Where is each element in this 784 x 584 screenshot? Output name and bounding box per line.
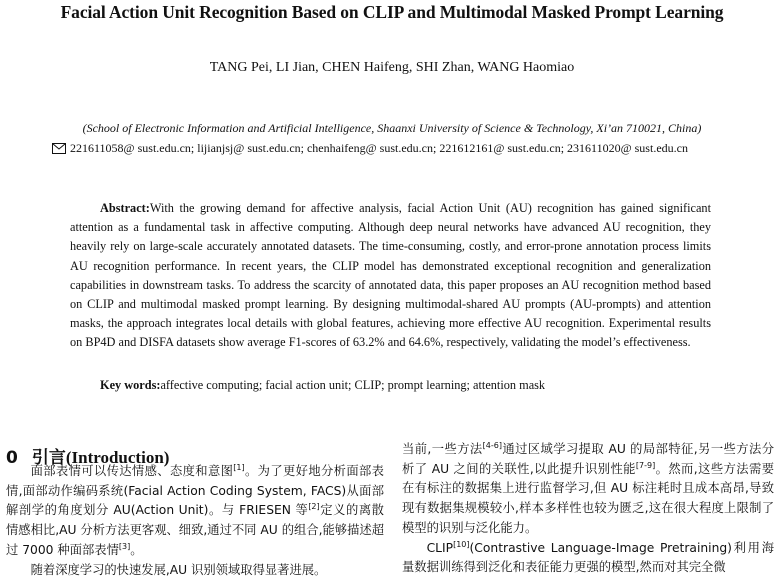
section-number: 0 [6, 448, 18, 468]
citation: [7-9] [635, 460, 656, 470]
abstract-text: With the growing demand for affective analysis, facial Action Unit (AU) recognition has gained significant attention as a fundamental task in affective computing. Although deep neural networks have advanced AU recognition, they heavily rely on large-scale accurately annotated datasets. The time-consuming, costly, and error-prone annotation process limits AU recognition performance. In recent years, the CLIP model has demonstrated exceptional recognition and generalization capabilities in downstream tasks. To address the scarcity of annotated data, this paper proposes an AU recognition method based on CLIP and multimodal masked prompt learning. By designing multimodal-shared AU prompts (AU-prompts) and attention masks, the approach integrates local details with global features, achieving more effective AU recognition. Experimental results on BP4D and DISFA datasets show average F1-scores of 63.2% and 64.6%, respectively, validating the model’s effectiveness. [70, 201, 711, 350]
email-line [52, 141, 752, 156]
right-paragraph-2: CLIP[10](Contrastive Language-Image Pretraining)利用海量数据训练得到泛化和表征能力更强的模型,然而对其完全微 [402, 539, 774, 575]
left-column [6, 462, 384, 580]
citation: [3] [118, 541, 131, 551]
citation: [1] [233, 462, 245, 472]
right-paragraph-1: 当前,一些方法[4-6]通过区域学习提取 AU 的局部特征,另一些方法分析了 AU 之间的关联性,以此提升识别性能[7-9]。然而,这些方法需要在有标注的数据集上进行监督学习,但 AU 标注耗时且成本高昂,导致现有数据集规模较小,样本多样性也较为匮乏,这在很大程度上限制了模型的识别与泛化能力。 [402, 440, 774, 535]
keywords-text: affective computing; facial action unit; CLIP; prompt learning; attention mask [160, 378, 546, 392]
section-title-cn: 引言 [31, 448, 66, 468]
email-addresses: 221611058@ sust.edu.cn; lijianjsj@ sust.edu.cn; chenhaifeng@ sust.edu.cn; 221612161@ sust.edu.cn; 231611020@ sust.edu.cn [70, 141, 688, 155]
left-paragraph-2: 随着深度学习的快速发展,AU 识别领域取得显著进展。 [30, 562, 327, 577]
citation: [10] [453, 539, 470, 549]
abstract [70, 199, 711, 353]
left-paragraph-1: 面部表情可以传达情感、态度和意图[1]。为了更好地分析面部表情,面部动作编码系统(Facial Action Coding System, FACS)从面部解剖学的角度划分 AU(Action Unit)。与 FRIESEN 等[2]定义的离散情感相比,AU 分析方法更客观、细致,通过不同 AU 的组合,能够描述超过 7000 种面部表情[3]。 [6, 462, 384, 557]
abstract-label: Abstract: [100, 201, 150, 215]
envelope-icon [52, 143, 66, 154]
author-list: TANG Pei, LI Jian, CHEN Haifeng, SHI Zhan, WANG Haomiao [209, 60, 575, 75]
right-column [402, 440, 774, 578]
citation: [4-6] [482, 440, 502, 450]
keywords [100, 376, 720, 394]
affiliation: (School of Electronic Information and Artificial Intelligence, Shaanxi University of Science & Technology, Xi’an 710021, China) [82, 121, 702, 135]
keywords-label: Key words: [100, 378, 161, 392]
paper-title: Facial Action Unit Recognition Based on CLIP and Multimodal Masked Prompt Learning [60, 2, 724, 22]
section-title-en: (Introduction) [65, 448, 170, 467]
citation: [2] [308, 502, 320, 512]
